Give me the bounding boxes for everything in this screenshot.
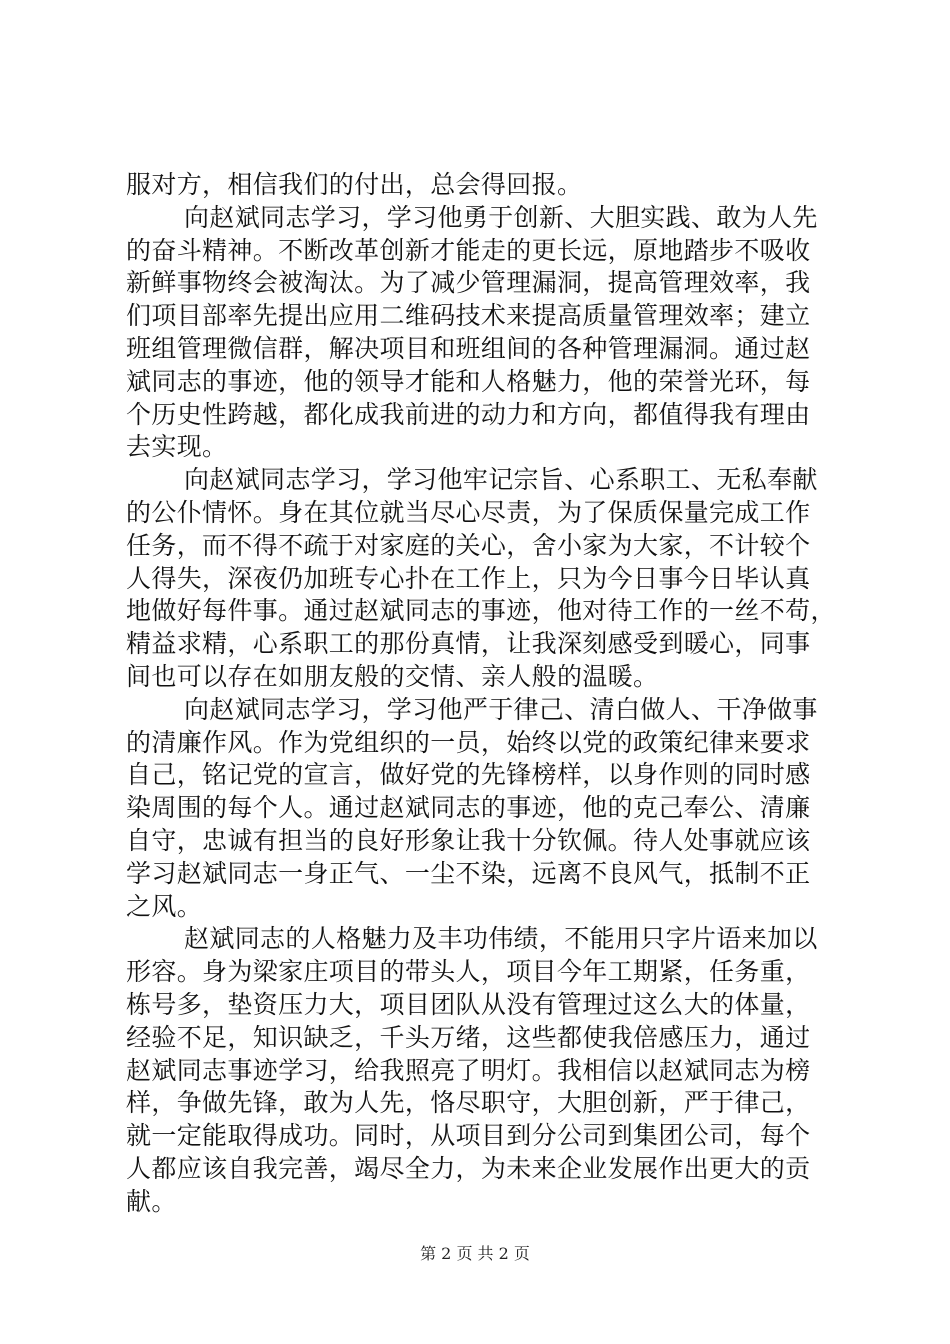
text-line: 的公仆情怀。身在其位就当尽心尽责，为了保质保量完成工作: [126, 497, 811, 527]
text-line: 班组管理微信群，解决项目和班组间的各种管理漏洞。通过赵: [126, 333, 811, 363]
paragraph-first-line: 向赵斌同志学习，学习他牢记宗旨、心系职工、无私奉献: [184, 465, 818, 495]
text-line: 自己，铭记党的宣言，做好党的先锋榜样，以身作则的同时感: [126, 760, 811, 790]
text-line: 的奋斗精神。不断改革创新才能走的更长远，原地踏步不吸收: [126, 235, 811, 265]
paragraph-first-line: 赵斌同志的人格魅力及丰功伟绩，不能用只字片语来加以: [184, 924, 818, 954]
text-line: 赵斌同志事迹学习，给我照亮了明灯。我相信以赵斌同志为榜: [126, 1055, 811, 1085]
paragraph-first-line: 向赵斌同志学习，学习他勇于创新、大胆实践、敢为人先: [184, 202, 818, 232]
text-line: 人都应该自我完善，竭尽全力，为未来企业发展作出更大的贡: [126, 1153, 811, 1183]
text-line: 就一定能取得成功。同时，从项目到分公司到集团公司，每个: [126, 1121, 811, 1151]
text-line: 人得失，深夜仍加班专心扑在工作上，只为今日事今日毕认真: [126, 563, 811, 593]
text-line: 栋号多，垫资压力大，项目团队从没有管理过这么大的体量，: [126, 989, 811, 1019]
text-line: 自守，忠诚有担当的良好形象让我十分钦佩。待人处事就应该: [126, 825, 811, 855]
paragraph-first-line: 向赵斌同志学习，学习他严于律己、清白做人、干净做事: [184, 694, 818, 724]
text-line: 个历史性跨越，都化成我前进的动力和方向，都值得我有理由: [126, 399, 811, 429]
text-line: 染周围的每个人。通过赵斌同志的事迹，他的克己奉公、清廉: [126, 793, 811, 823]
text-line: 斌同志的事迹，他的领导才能和人格魅力，他的荣誉光环，每: [126, 366, 811, 396]
text-line: 的清廉作风。作为党组织的一员，始终以党的政策纪律来要求: [126, 727, 811, 757]
text-line: 学习赵斌同志一身正气、一尘不染，远离不良风气，抵制不正: [126, 858, 811, 888]
text-line: 新鲜事物终会被淘汰。为了减少管理漏洞，提高管理效率，我: [126, 268, 811, 298]
document-body: [126, 169, 836, 1219]
text-line: 经验不足，知识缺乏，千头万绪，这些都使我倍感压力，通过: [126, 1022, 811, 1052]
text-line: 献。: [126, 1186, 177, 1216]
text-line: 服对方，相信我们的付出，总会得回报。: [126, 170, 583, 199]
text-line: 地做好每件事。通过赵斌同志的事迹，他对待工作的一丝不苟，: [126, 596, 836, 626]
page-number-footer: 第 2 页 共 2 页: [420, 1244, 530, 1263]
text-line: 样，争做先锋，敢为人先，恪尽职守，大胆创新，严于律己，: [126, 1088, 811, 1118]
text-line: 精益求精，心系职工的那份真情，让我深刻感受到暖心，同事: [126, 629, 811, 659]
text-line: 之风。: [126, 891, 203, 921]
text-line: 间也可以存在如朋友般的交情、亲人般的温暖。: [126, 661, 659, 691]
text-line: 形容。身为梁家庄项目的带头人，项目今年工期紧，任务重，: [126, 957, 811, 987]
text-line: 任务，而不得不疏于对家庭的关心，舍小家为大家，不计较个: [126, 530, 811, 560]
text-line: 去实现。: [126, 432, 228, 462]
text-line: 们项目部率先提出应用二维码技术来提高质量管理效率；建立: [126, 301, 811, 331]
